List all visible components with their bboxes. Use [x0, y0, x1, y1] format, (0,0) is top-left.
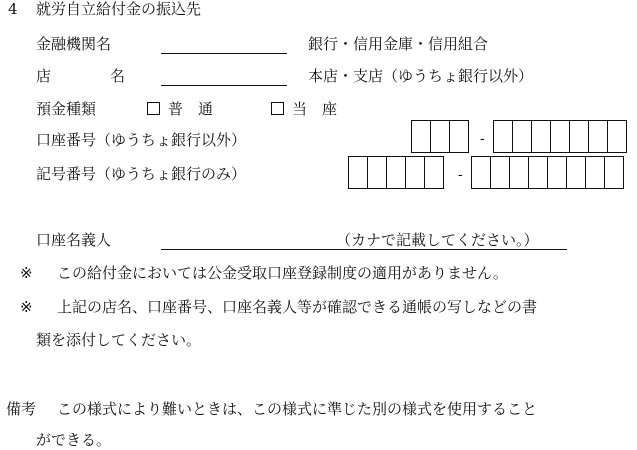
branch-code-boxes[interactable] — [411, 120, 469, 153]
digit-box[interactable] — [585, 156, 605, 189]
digit-box[interactable] — [471, 156, 491, 189]
account-holder-label: 口座名義人 — [36, 231, 112, 249]
digit-box[interactable] — [367, 156, 387, 189]
account-holder-input-line[interactable] — [161, 249, 567, 250]
deposit-type-ordinary[interactable] — [147, 102, 213, 117]
digit-box[interactable] — [607, 120, 627, 153]
institution-options: 銀行・信用金庫・信用組合 — [308, 35, 489, 53]
digit-box[interactable] — [531, 120, 551, 153]
account-number-boxes[interactable] — [493, 120, 627, 153]
digit-box[interactable] — [490, 156, 510, 189]
checkbox-current[interactable] — [271, 102, 284, 115]
yucho-number-separator: - — [458, 167, 463, 183]
note-1-text: この給付金においては公金受取口座登録制度の適用がありません。 — [57, 264, 508, 282]
digit-box[interactable] — [405, 156, 425, 189]
digit-box[interactable] — [566, 156, 586, 189]
digit-box[interactable] — [348, 156, 368, 189]
note-2-text-line1: 上記の店名、口座番号、口座名義人等が確認できる通帳の写しなどの書 — [57, 298, 538, 316]
digit-box[interactable] — [588, 120, 608, 153]
note-1-mark: ※ — [20, 264, 33, 282]
deposit-type-label: 預金種類 — [36, 100, 97, 118]
digit-box[interactable] — [547, 156, 567, 189]
remarks-label: 備考 — [6, 400, 37, 418]
digit-box[interactable] — [430, 120, 450, 153]
yucho-number-label: 記号番号（ゆうちょ銀行のみ） — [36, 165, 247, 183]
deposit-type-current-label: 当 座 — [292, 100, 338, 118]
branch-options: 本店・支店（ゆうちょ銀行以外） — [308, 67, 534, 85]
section-number: 4 — [8, 0, 18, 18]
digit-box[interactable] — [512, 120, 532, 153]
remarks-text-line2: ができる。 — [36, 431, 112, 449]
account-holder-hint: （カナで記載してください。） — [336, 231, 539, 249]
branch-label-first-char: 店 — [36, 67, 52, 85]
yucho-number-boxes[interactable] — [471, 156, 624, 189]
digit-box[interactable] — [528, 156, 548, 189]
deposit-type-ordinary-label: 普 通 — [168, 100, 214, 118]
digit-box[interactable] — [411, 120, 431, 153]
branch-label-second-char: 名 — [110, 67, 126, 85]
account-number-separator: - — [480, 131, 485, 147]
institution-input-line[interactable] — [161, 53, 287, 54]
note-2-text-line2: 類を添付してください。 — [36, 331, 202, 349]
yucho-symbol-boxes[interactable] — [348, 156, 444, 189]
account-number-label: 口座番号（ゆうちょ銀行以外） — [36, 131, 247, 149]
digit-box[interactable] — [550, 120, 570, 153]
digit-box[interactable] — [424, 156, 444, 189]
digit-box[interactable] — [509, 156, 529, 189]
digit-box[interactable] — [569, 120, 589, 153]
digit-box[interactable] — [386, 156, 406, 189]
checkbox-ordinary[interactable] — [147, 102, 160, 115]
digit-box[interactable] — [604, 156, 624, 189]
institution-label: 金融機関名 — [36, 35, 112, 53]
branch-input-line[interactable] — [161, 85, 287, 86]
digit-box[interactable] — [493, 120, 513, 153]
section-title: 就労自立給付金の振込先 — [36, 0, 202, 18]
note-2-mark: ※ — [20, 298, 33, 316]
digit-box[interactable] — [449, 120, 469, 153]
deposit-type-current[interactable] — [271, 102, 337, 117]
remarks-text-line1: この様式により難いときは、この様式に準じた別の様式を使用すること — [57, 400, 538, 418]
